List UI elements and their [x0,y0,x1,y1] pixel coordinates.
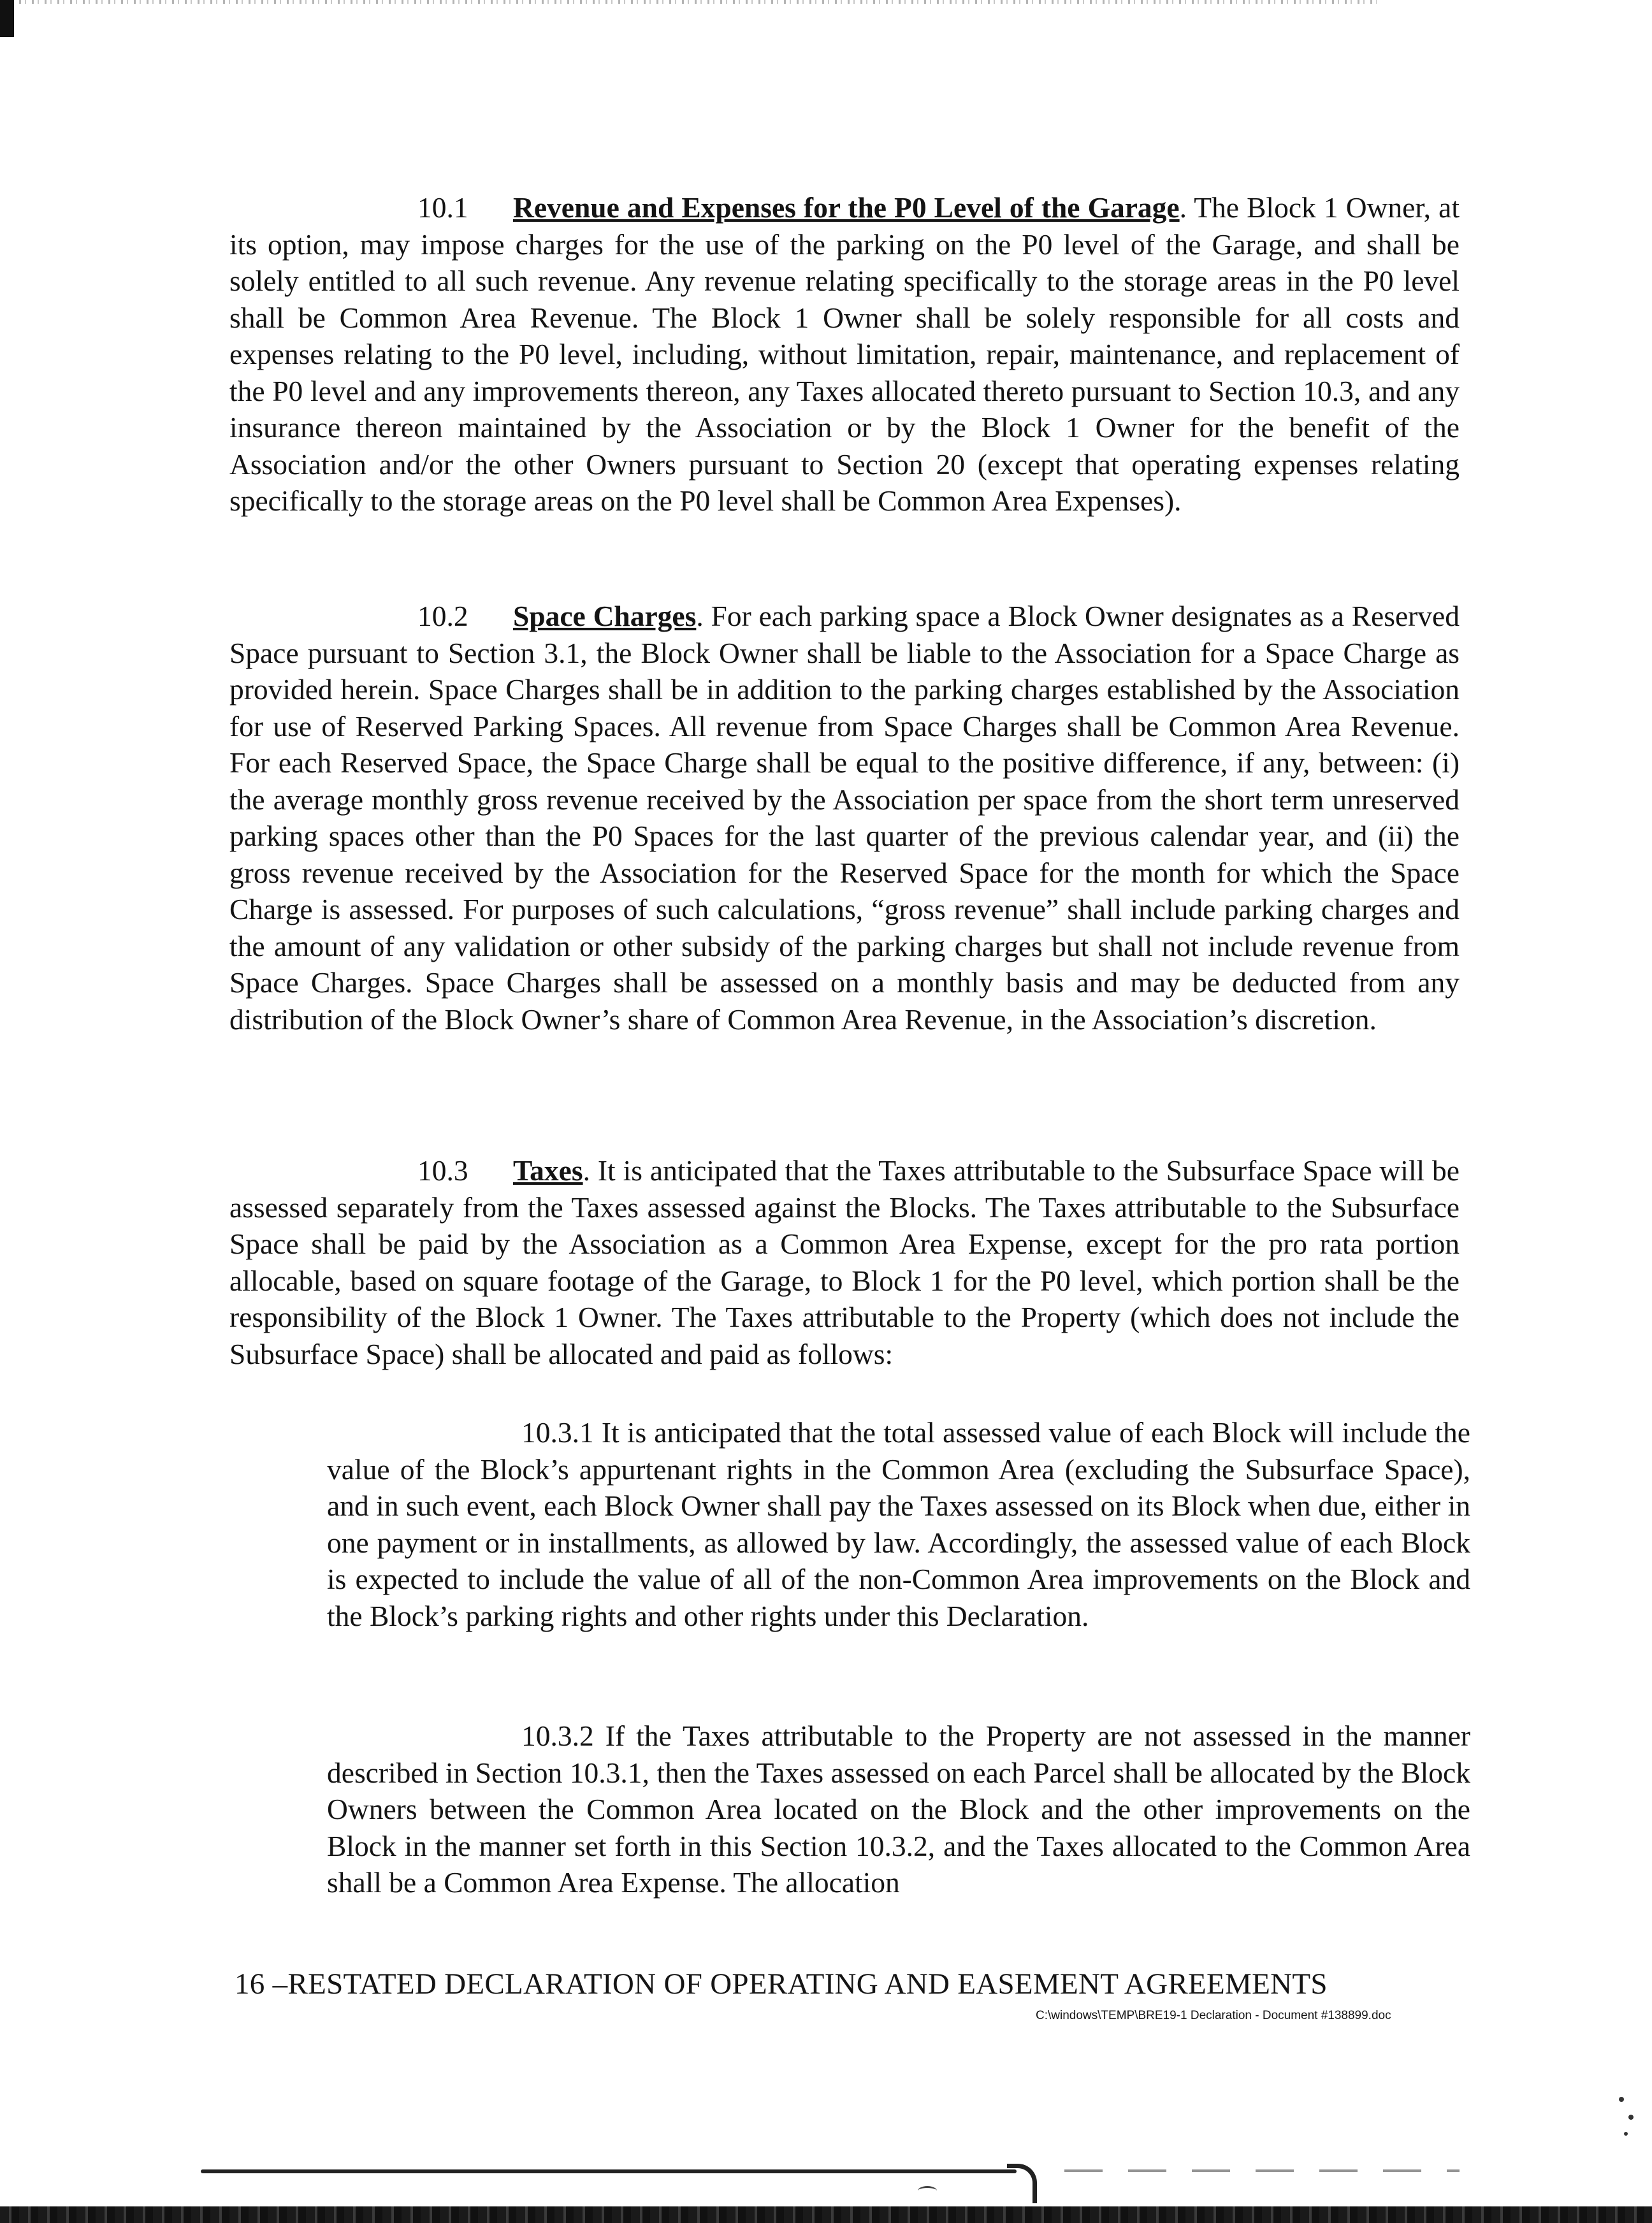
scan-speck [1628,2115,1634,2120]
section-heading: Revenue and Expenses for the P0 Level of the Garage [513,191,1180,224]
section-number: 10.2 [417,600,468,632]
scan-bottom-line [201,2169,1017,2173]
section-10-3-2 [327,1718,1470,1901]
section-number: 10.3.2 [521,1720,594,1752]
scan-hook-mark [1007,2164,1037,2203]
scan-bottom-dashes [1064,2169,1460,2172]
section-body: If the Taxes attributable to the Property are not assessed in the manner described in Section 10.3.1, then the Taxes assessed on each Parcel shall be allocated by the Block Owners between the Common Area located on the Block and the other improvements on the Block in the manner set forth in this Section 10.3.2, and the Taxes allocated to the Common Area shall be a Common Area Expense. The allocation [327,1720,1470,1899]
scan-squiggle-mark [918,2186,937,2196]
scan-speck [1624,2132,1628,2136]
scan-bottom-band [0,2206,1652,2223]
scan-corner-mark [0,0,14,37]
footer-title: 16 –RESTATED DECLARATION OF OPERATING AND EASEMENT AGREEMENTS [235,1967,1328,2001]
section-body: . For each parking space a Block Owner designates as a Reserved Space pursuant to Section 3.1, the Block Owner shall be liable to the Association for a Space Charge as provided herein. Space Charges shall be in addition to the parking charges established by the Association for use of Reserved Parking Spaces. All revenue from Space Charges shall be Common Area Revenue. For each Reserved Space, the Space Charge shall be equal to the positive difference, if any, between: (i) the average monthly gross revenue received by the Association per space from the short term unreserved parking spaces other than the P0 Spaces for the last quarter of the previous calendar year, and (ii) the gross revenue received by the Association for the Reserved Space for the month for which the Space Charge is assessed. For purposes of such calculations, “gross revenue” shall include parking charges and the amount of any validation or other subsidy of the parking charges but shall not include revenue from Space Charges. Space Charges shall be assessed on a monthly basis and may be deducted from any distribution of the Block Owner’s share of Common Area Revenue, in the Association’s discretion. [229,600,1460,1036]
footer-file-path: C:\windows\TEMP\BRE19-1 Declaration - Document #138899.doc [1036,2009,1391,2022]
section-10-3-1 [327,1414,1470,1634]
section-number: 10.3 [417,1154,468,1187]
section-body: . It is anticipated that the Taxes attributable to the Subsurface Space will be assessed separately from the Taxes assessed against the Blocks. The Taxes attributable to the Subsurface Space shall be paid by the Association as a Common Area Expense, except for the pro rata portion allocable, based on square footage of the Garage, to Block 1 for the P0 level, which portion shall be the responsibility of the Block 1 Owner. The Taxes attributable to the Property (which does not include the Subsurface Space) shall be allocated and paid as follows: [229,1154,1460,1370]
section-10-3 [229,1152,1460,1372]
section-body: . The Block 1 Owner, at its option, may impose charges for the use of the parking on the P0 level of the Garage, and shall be solely entitled to all such revenue. Any revenue relating specifically to the storage areas in the P0 level shall be Common Area Revenue. The Block 1 Owner shall be solely responsible for all costs and expenses relating to the P0 level, including, without limitation, repair, maintenance, and replacement of the P0 level and any improvements thereon, any Taxes allocated thereto pursuant to Section 10.3, and any insurance thereon maintained by the Association or by the Block 1 Owner for the benefit of the Association and/or the other Owners pursuant to Section 20 (except that operating expenses relating specifically to the storage areas on the P0 level shall be Common Area Expenses). [229,191,1460,517]
section-10-1 [229,189,1460,519]
scan-top-noise [19,0,1377,4]
section-heading: Taxes [513,1154,583,1187]
section-number: 10.1 [417,191,468,224]
section-heading: Space Charges [513,600,697,632]
scan-speck [1619,2097,1624,2102]
section-10-2 [229,598,1460,1038]
section-body: It is anticipated that the total assessed value of each Block will include the value of the Block’s appurtenant rights in the Common Area (excluding the Subsurface Space), and in such event, each Block Owner shall pay the Taxes assessed on its Block when due, either in one payment or in installments, as allowed by law. Accordingly, the assessed value of each Block is expected to include the value of all of the non-Common Area improvements on the Block and the Block’s parking rights and other rights under this Declaration. [327,1416,1471,1632]
section-number: 10.3.1 [521,1416,594,1449]
